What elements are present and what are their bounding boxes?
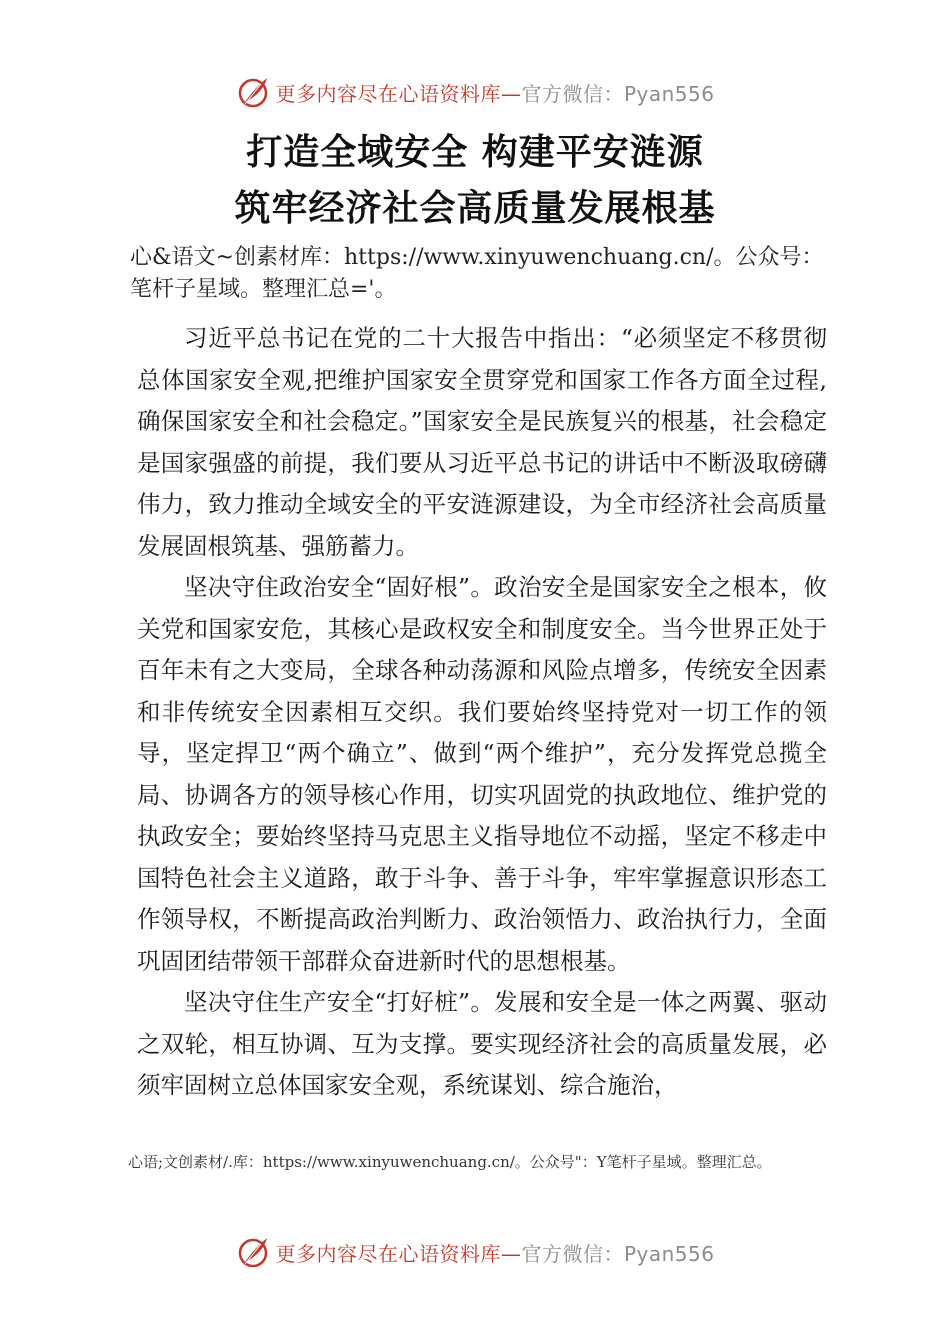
banner-wechat: 官方微信：Pyan556	[521, 1241, 715, 1266]
paragraph: 坚决守住生产安全“打好桩”。发展和安全是一体之两翼、驱动之双轮，相互协调、互为支撑。要实现经济社会的高质量发展，必须牢固树立总体国家安全观，系统谋划、综合施治，	[137, 988, 827, 1099]
footer-banner	[0, 1232, 950, 1272]
banner-wechat: 官方微信：Pyan556	[521, 81, 715, 106]
paragraph: 习近平总书记在党的二十大报告中指出：“必须坚定不移贯彻总体国家安全观,把维护国家安全贯穿党和国家工作各方面全过程,确保国家安全和社会稳定。”国家安全是民族复兴的根基，社会稳定是国家强盛的前提，我们要从习近平总书记的讲话中不断汲取磅礴伟力，致力推动全域安全的平安涟源建设，为全市经济社会高质量发展固根筑基、强筋蓄力。	[137, 324, 827, 560]
header-banner	[0, 72, 950, 112]
page-title-line1: 打造全域安全 构建平安涟源	[246, 132, 704, 173]
source-note: 心&语文~创素材库：https://www.xinyuwenchuang.cn/。公众号：笔杆子星域。整理汇总='。	[130, 245, 824, 302]
paragraph: 坚决守住政治安全“固好根”。政治安全是国家安全之根本，攸关党和国家安危，其核心是政权安全和制度安全。当今世界正处于百年未有之大变局，全球各种动荡源和风险点增多，传统安全因素和非传统安全因素相互交织。我们要始终坚持党对一切工作的领导，坚定捍卫“两个确立”、做到“两个维护”，充分发挥党总揽全局、协调各方的领导核心作用，切实巩固党的执政地位、维护党的执政安全；要始终坚持马克思主义指导地位不动摇，坚定不移走中国特色社会主义道路，敢于斗争、善于斗争，牢牢掌握意识形态工作领导权，不断提高政治判断力、政治领悟力、政治执行力，全面巩固团结带领干部群众奋进新时代的思想根基。	[137, 573, 827, 975]
page-title-line2: 筑牢经济社会高质量发展根基	[234, 188, 716, 229]
feather-logo-icon	[235, 1234, 271, 1270]
feather-logo-icon	[235, 74, 271, 110]
banner-text: 更多内容尽在心语资料库—	[275, 1241, 522, 1266]
article-body	[137, 318, 827, 1107]
banner-text: 更多内容尽在心语资料库—	[275, 81, 522, 106]
footer-source-note: 心语;文创素材/.库：https://www.xinyuwenchuang.cn/。公众号"：Y笔杆子星域。整理汇总。	[128, 1153, 772, 1171]
